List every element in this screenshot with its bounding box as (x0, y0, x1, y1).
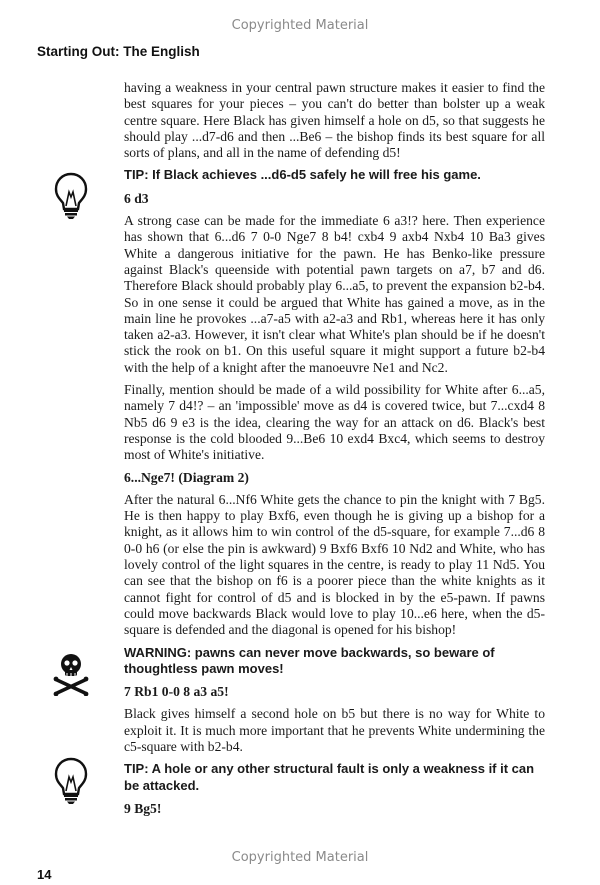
body-paragraph: A strong case can be made for the immediate 6 a3!? here. Then experience has shown that 6...d6 7 0-0 Nge7 8 b4! cxb4 9 axb4 Nxb4 10 Ba3 gives White a dangerous initiative for the pawn. He has Benko-like pressure against Black's queenside with potential pawn targets on a7, b7 and d6. Therefore Black should probably play 6...a5, to prevent the expansion b2-b4. So in one sense it could be argued that White has gained a move, as in the main line he provokes ...a7-a5 with a2-a3 and Rb1, whereas here it has only taken a2-a3. However, it isn't clear what White's plan should be if he doesn't stick the rook on b1. On this useful square it might support a future b2-b4 with the help of a knight after the manoeuvre Ne1 and Nc2. (124, 213, 545, 375)
move-heading: 7 Rb1 0-0 8 a3 a5! (124, 684, 229, 700)
page-number: 14 (37, 867, 52, 882)
main-text-column (124, 80, 545, 823)
body-paragraph: Black gives himself a second hole on b5 but there is no way for White to exploit it. It is much more important that he prevents White undermining the c5-square with b2-b4. (124, 706, 545, 754)
lightbulb-icon (54, 757, 88, 805)
move-heading: 9 Bg5! (124, 800, 162, 816)
move-heading: 6 d3 (124, 190, 149, 206)
body-paragraph: having a weakness in your central pawn structure makes it easier to find the best squares for your pieces – you can't do better than bolster up a weak centre square. Here Black has given himself a hole on d5, so that suggests he should play ...d7-d6 and then ...Be6 – the bishop finds its best square for all sorts of plans, and all in the name of defending d5! (124, 80, 545, 161)
copyright-watermark-top: Copyrighted Material (231, 18, 369, 33)
body-paragraph: After the natural 6...Nf6 White gets the chance to pin the knight with 7 Bg5. He is then happy to play Bxf6, even though he is giving up a bishop for a knight, as it allows him to win control of the d5-square, for example 7...d6 8 0-0 h6 (or else the pin is awkward) 9 Bxf6 Bxf6 10 Nd2 and White, who has lovely control of the light squares in the centre, is ready to play 11 Nd5. You can see that the bishop on f6 is a poorer piece than the white knights as it cannot fight for control of d5 and is blocked in by the e5-pawn. If pawns could move backwards Black would love to play 10...e6 here, when the d5-square is defended and the diagonal is opened for his bishop! (124, 491, 545, 638)
skull-crossbones-icon (51, 652, 91, 696)
warning-callout: WARNING: pawns can never move backwards, so beware of thoughtless pawn moves! (124, 644, 495, 676)
tip-callout: TIP: A hole or any other structural fault is only a weakness if it can be attacked. (124, 761, 535, 793)
lightbulb-icon (54, 172, 88, 220)
tip-callout: TIP: If Black achieves ...d6-d5 safely he will free his game. (124, 167, 481, 183)
copyright-watermark-bottom: Copyrighted Material (231, 850, 369, 865)
move-heading: 6...Nge7! (Diagram 2) (124, 469, 249, 485)
running-header: Starting Out: The English (37, 44, 200, 59)
body-paragraph: Finally, mention should be made of a wild possibility for White after 6...a5, namely 7 d4!? – an 'impossible' move as d4 is covered twice, but 7...cxd4 8 Nb5 d6 9 e3 is the idea, clearing the way for an attack on d6. Black's best response is the cold blooded 9...Be6 10 exd4 Bxc4, which seems to destroy most of White's initiative. (124, 382, 545, 463)
